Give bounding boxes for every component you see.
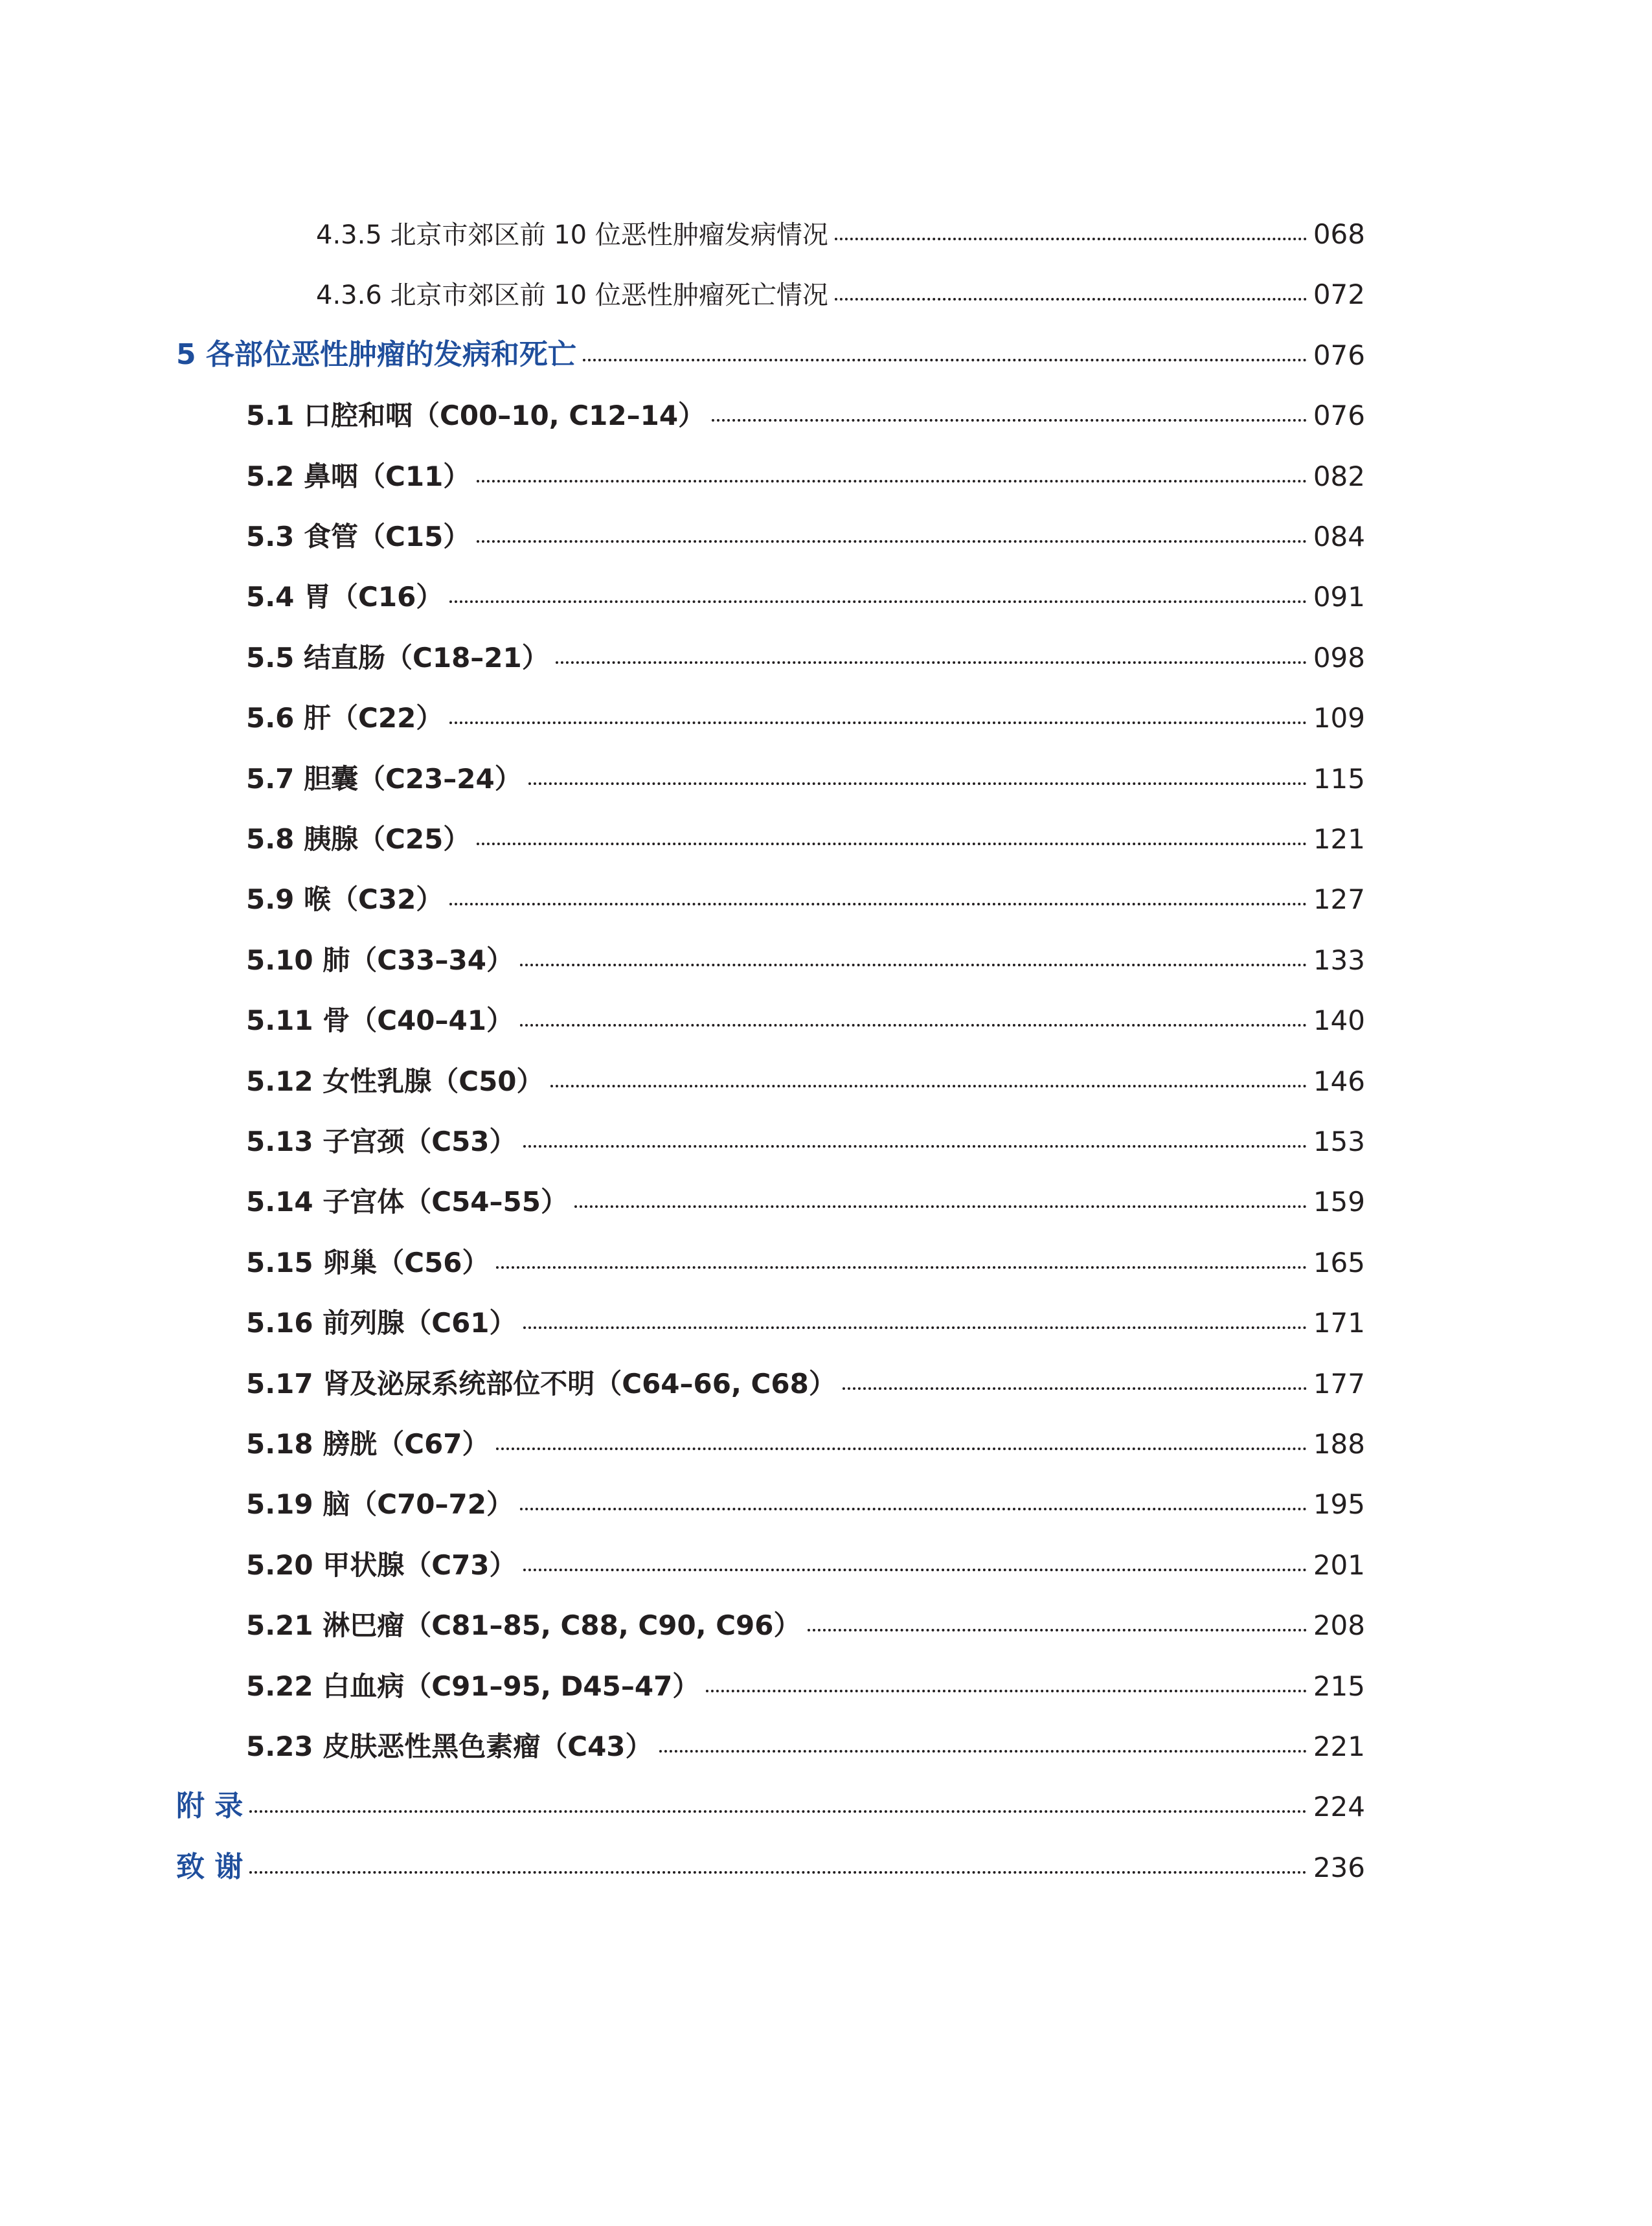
toc-entry[interactable] bbox=[246, 1473, 1365, 1518]
dot-leader bbox=[520, 964, 1307, 966]
toc-entry-title: 5.3 食管（C15） bbox=[246, 521, 471, 552]
toc-entry-page-number: 072 bbox=[1313, 278, 1365, 310]
toc-entry[interactable] bbox=[246, 445, 1365, 490]
toc-entry-page-number: 221 bbox=[1313, 1731, 1365, 1762]
toc-entry[interactable] bbox=[246, 1594, 1365, 1639]
toc-entry[interactable] bbox=[246, 1534, 1365, 1579]
dot-leader bbox=[528, 782, 1307, 785]
toc-entry-page-number: 133 bbox=[1313, 944, 1365, 976]
dot-leader bbox=[249, 1810, 1307, 1813]
toc-entry-page-number: 224 bbox=[1313, 1791, 1365, 1823]
toc-entry[interactable] bbox=[246, 1715, 1365, 1760]
toc-entry-page-number: 109 bbox=[1313, 702, 1365, 734]
toc-entry-page-number: 177 bbox=[1313, 1368, 1365, 1400]
toc-entry[interactable] bbox=[246, 687, 1365, 732]
toc-entry-page-number: 215 bbox=[1313, 1670, 1365, 1702]
toc-entry[interactable] bbox=[246, 1413, 1365, 1458]
toc-entry[interactable] bbox=[176, 1775, 1365, 1821]
toc-entry-title: 5.8 胰腺（C25） bbox=[246, 823, 471, 855]
dot-leader bbox=[659, 1750, 1307, 1753]
toc-entry[interactable] bbox=[246, 747, 1365, 793]
dot-leader bbox=[449, 721, 1307, 724]
dot-leader bbox=[449, 600, 1307, 603]
toc-entry-page-number: 091 bbox=[1313, 581, 1365, 613]
dot-leader bbox=[523, 1145, 1307, 1148]
dot-leader bbox=[449, 903, 1307, 905]
dot-leader bbox=[574, 1205, 1307, 1208]
toc-entry-title: 5.21 淋巴瘤（C81–85, C88, C90, C96） bbox=[246, 1609, 801, 1641]
toc-entry-title: 5.18 膀胱（C67） bbox=[246, 1428, 490, 1460]
toc-entry-title: 5.4 胃（C16） bbox=[246, 581, 444, 613]
toc-entry-page-number: 076 bbox=[1313, 339, 1365, 371]
toc-entry-page-number: 188 bbox=[1313, 1428, 1365, 1460]
dot-leader bbox=[523, 1569, 1307, 1571]
dot-leader bbox=[477, 540, 1307, 543]
toc-entry-title: 5.7 胆囊（C23–24） bbox=[246, 763, 522, 795]
toc-entry[interactable] bbox=[246, 505, 1365, 551]
toc-entry-page-number: 121 bbox=[1313, 823, 1365, 855]
toc-entry-title: 5.22 白血病（C91–95, D45–47） bbox=[246, 1670, 700, 1702]
toc-entry-page-number: 098 bbox=[1313, 642, 1365, 674]
toc-entry-title: 5.1 口腔和咽（C00–10, C12–14） bbox=[246, 400, 706, 431]
dot-leader bbox=[477, 843, 1307, 845]
dot-leader bbox=[835, 298, 1307, 301]
toc-entry-title: 致 谢 bbox=[176, 1850, 243, 1883]
dot-leader bbox=[523, 1326, 1307, 1329]
toc-entry[interactable] bbox=[246, 989, 1365, 1034]
toc-entry[interactable] bbox=[246, 626, 1365, 672]
dot-leader bbox=[808, 1629, 1307, 1631]
dot-leader bbox=[477, 480, 1307, 483]
toc-entry-title: 5.6 肝（C22） bbox=[246, 702, 444, 734]
dot-leader bbox=[249, 1871, 1307, 1874]
dot-leader bbox=[496, 1266, 1307, 1269]
toc-entry-title: 5 各部位恶性肿瘤的发病和死亡 bbox=[176, 338, 576, 371]
toc-entry-title: 5.16 前列腺（C61） bbox=[246, 1307, 517, 1339]
dot-leader bbox=[520, 1508, 1307, 1510]
dot-leader bbox=[835, 238, 1307, 240]
toc-entry-title: 5.13 子宫颈（C53） bbox=[246, 1126, 517, 1157]
toc-entry[interactable] bbox=[246, 1231, 1365, 1277]
toc-entry[interactable] bbox=[246, 1110, 1365, 1155]
toc-entry[interactable] bbox=[246, 1655, 1365, 1700]
toc-entry-title: 5.2 鼻咽（C11） bbox=[246, 460, 471, 492]
toc-entry[interactable] bbox=[246, 808, 1365, 853]
toc-entry-page-number: 208 bbox=[1313, 1609, 1365, 1641]
toc-entry-page-number: 084 bbox=[1313, 521, 1365, 552]
toc-entry-page-number: 165 bbox=[1313, 1247, 1365, 1278]
toc-entry[interactable] bbox=[246, 565, 1365, 611]
toc-entry-page-number: 201 bbox=[1313, 1549, 1365, 1581]
toc-entry-title: 5.19 脑（C70–72） bbox=[246, 1488, 514, 1520]
dot-leader bbox=[550, 1085, 1307, 1087]
toc-entry[interactable] bbox=[246, 1352, 1365, 1398]
toc-entry-title: 5.5 结直肠（C18–21） bbox=[246, 642, 549, 674]
toc-entry-page-number: 146 bbox=[1313, 1065, 1365, 1097]
dot-leader bbox=[556, 661, 1307, 664]
toc-entry-page-number: 140 bbox=[1313, 1005, 1365, 1036]
toc-entry-title: 5.12 女性乳腺（C50） bbox=[246, 1065, 544, 1097]
toc-entry-page-number: 195 bbox=[1313, 1488, 1365, 1520]
toc-entry-title: 4.3.5 北京市郊区前 10 位恶性肿瘤发病情况 bbox=[316, 220, 828, 250]
toc-entry-title: 5.17 肾及泌尿系统部位不明（C64–66, C68） bbox=[246, 1368, 836, 1400]
toc-entry[interactable] bbox=[246, 1170, 1365, 1216]
toc-entry-title: 5.9 喉（C32） bbox=[246, 883, 444, 915]
dot-leader bbox=[520, 1024, 1307, 1027]
dot-leader bbox=[583, 359, 1307, 361]
dot-leader bbox=[712, 419, 1307, 422]
toc-entry-page-number: 153 bbox=[1313, 1126, 1365, 1157]
dot-leader bbox=[496, 1448, 1307, 1450]
toc-entry-page-number: 115 bbox=[1313, 763, 1365, 795]
toc-entry[interactable] bbox=[246, 868, 1365, 913]
toc-entry-page-number: 171 bbox=[1313, 1307, 1365, 1339]
toc-entry-title: 5.20 甲状腺（C73） bbox=[246, 1549, 517, 1581]
toc-entry[interactable] bbox=[316, 203, 1365, 248]
toc-entry[interactable] bbox=[176, 1836, 1365, 1881]
toc-entry-page-number: 082 bbox=[1313, 460, 1365, 492]
toc-entry-page-number: 076 bbox=[1313, 400, 1365, 431]
toc-entry[interactable] bbox=[246, 929, 1365, 974]
toc-entry[interactable] bbox=[176, 324, 1365, 369]
toc-entry-title: 附 录 bbox=[176, 1789, 243, 1823]
toc-entry[interactable] bbox=[246, 1050, 1365, 1095]
toc-entry-page-number: 068 bbox=[1313, 218, 1365, 250]
toc-entry-title: 5.15 卵巢（C56） bbox=[246, 1247, 490, 1278]
toc-entry-title: 5.11 骨（C40–41） bbox=[246, 1005, 514, 1036]
toc-entry[interactable] bbox=[316, 263, 1365, 308]
toc-entry-title: 5.14 子宫体（C54–55） bbox=[246, 1186, 568, 1218]
toc-entry-page-number: 159 bbox=[1313, 1186, 1365, 1218]
toc-entry[interactable] bbox=[246, 1291, 1365, 1337]
toc-entry-title: 5.10 肺（C33–34） bbox=[246, 944, 514, 976]
toc-entry-title: 5.23 皮肤恶性黑色素瘤（C43） bbox=[246, 1731, 653, 1762]
dot-leader bbox=[706, 1690, 1307, 1692]
toc-entry-page-number: 236 bbox=[1313, 1852, 1365, 1883]
dot-leader bbox=[843, 1387, 1307, 1390]
toc-entry[interactable] bbox=[246, 384, 1365, 429]
toc-entry-title: 4.3.6 北京市郊区前 10 位恶性肿瘤死亡情况 bbox=[316, 280, 828, 310]
toc-entry-page-number: 127 bbox=[1313, 883, 1365, 915]
